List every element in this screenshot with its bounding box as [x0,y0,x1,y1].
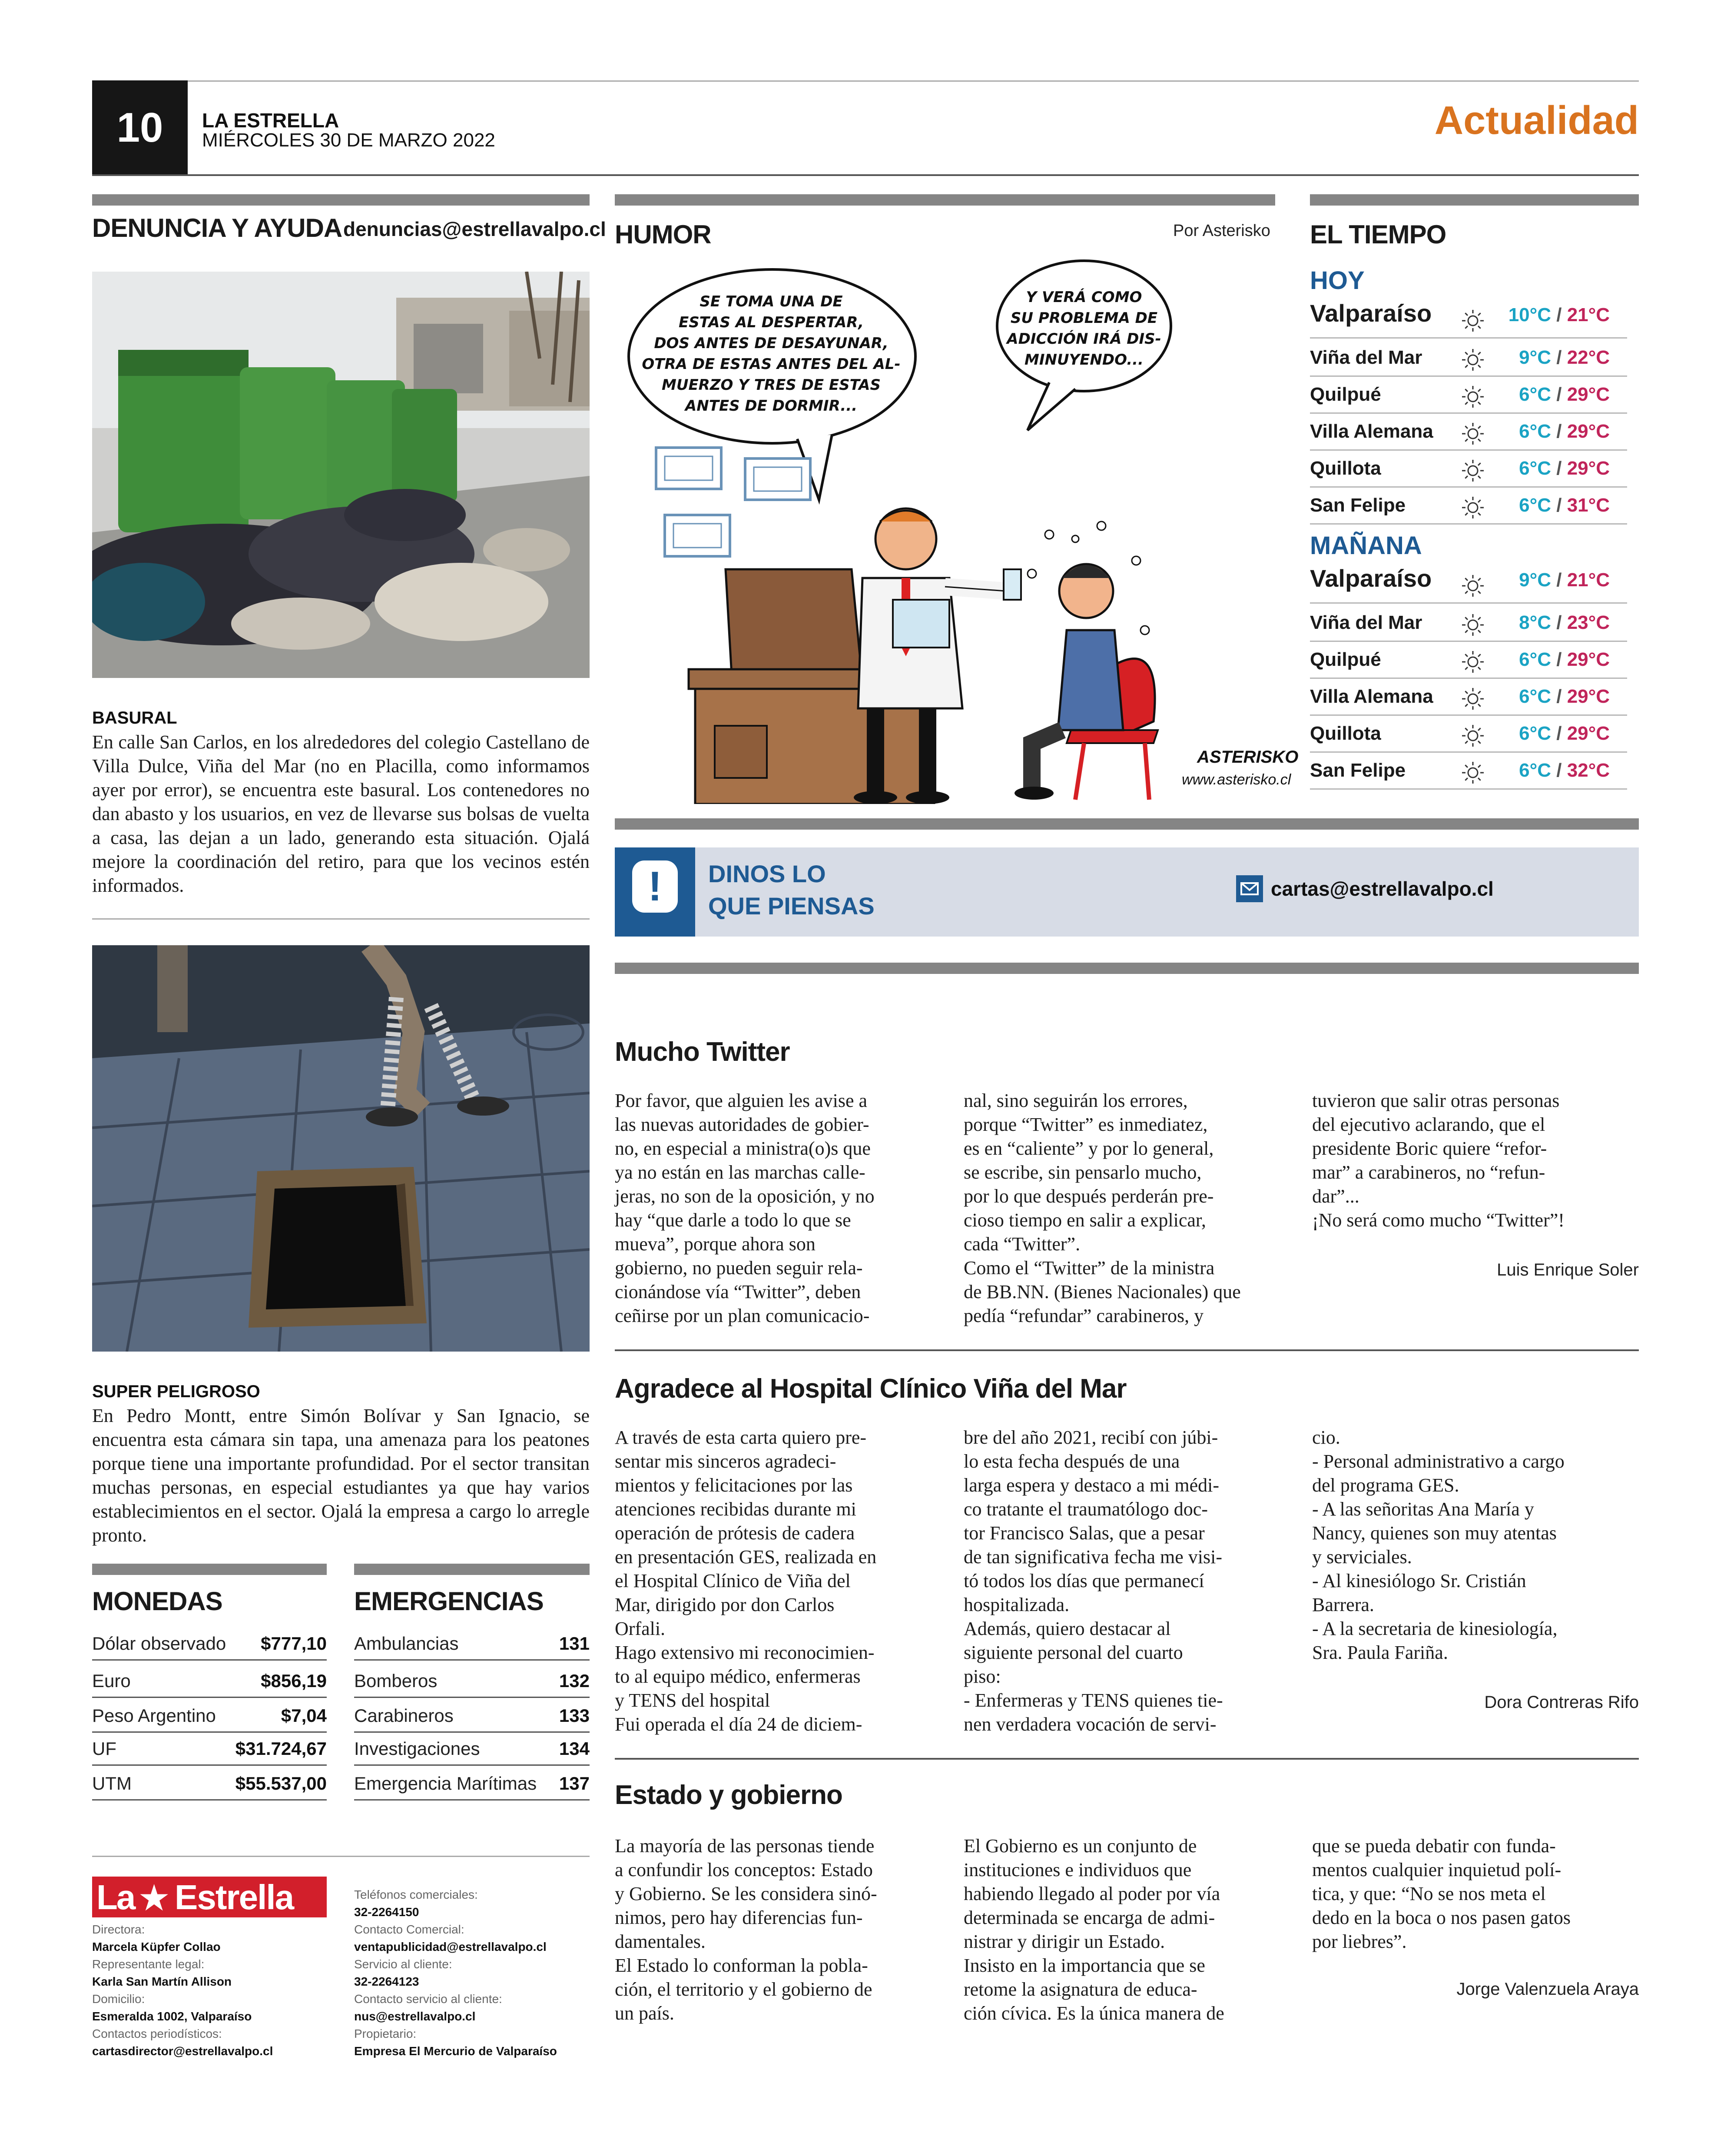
denuncia-email[interactable]: denuncias@estrellavalpo.cl [343,218,606,240]
weather-temp [1519,384,1610,405]
emergencia-row: Carabineros 133 [354,1698,590,1733]
letter1-signature: Luis Enrique Soler [1497,1260,1639,1279]
weather-city: Quilpué [1310,384,1381,405]
weather-row [1310,715,1627,753]
temp-max: 29°C [1567,649,1610,670]
temp-min: 9°C [1519,347,1551,368]
page-number: 10 [116,104,163,151]
sun-icon [1460,723,1486,749]
emergencia-row: Investigaciones 134 [354,1731,590,1766]
temp-separator: / [1551,686,1567,707]
moneda-row: UF $31.724,67 [92,1731,327,1766]
weather-row [1310,413,1627,451]
comic-signature: ASTERISKO [1197,747,1299,767]
temp-min: 9°C [1519,569,1551,591]
weather-city: Valparaíso [1310,565,1432,592]
weather-row [1310,604,1627,642]
sun-icon [1460,686,1486,712]
temp-separator: / [1551,760,1567,781]
temp-min: 6°C [1519,421,1551,442]
temp-min: 6°C [1519,723,1551,744]
letter1-col1: Por favor, que alguien les avise a las nuevas autoridades de gobier- no, en especial a ministra(o)s que ya no están en las marchas calle- jeras, no son de la oposición, y no hay “que darle a todo lo que se mueva”, porque ahora son gobierno, no pueden seguir rela- cionándose vía “Twitter”, deben ceñirse por un plan comunicacio- [615,1090,875,1326]
weather-temp [1519,347,1610,369]
weather-row [1310,561,1627,604]
temp-max: 29°C [1567,723,1610,744]
weather-city: Quillota [1310,458,1381,479]
temp-min: 6°C [1519,686,1551,707]
temp-separator: / [1551,612,1567,633]
letter3-title: Estado y gobierno [615,1780,842,1810]
manana-label: MAÑANA [1310,532,1422,560]
sun-icon [1460,649,1486,675]
weather-city: San Felipe [1310,760,1406,781]
sun-icon [1460,612,1486,638]
temp-separator: / [1551,458,1567,479]
weather-temp [1519,649,1610,671]
letter3-col3: que se pueda debatir con funda- mentos cualquier inquietud polí- tica, y que: “No se nos meta el dedo en la boca o nos pasen gatos por liebres”. [1312,1835,1571,1952]
peligroso-heading: SUPER PELIGROSO [92,1382,260,1401]
temp-max: 29°C [1567,458,1610,479]
letters-icon-box [615,847,695,937]
sun-icon [1460,308,1486,334]
weather-row [1310,339,1627,377]
letters-banner [615,847,1639,937]
letter3-signature: Jorge Valenzuela Araya [1456,1980,1639,1999]
temp-min: 6°C [1519,649,1551,670]
temp-min: 6°C [1519,760,1551,781]
temp-separator: / [1551,723,1567,744]
photo-basural [92,272,590,678]
humor-author: Por Asterisko [1173,222,1270,240]
letter1-col3: tuvieron que salir otras personas del ejecutivo aclarando, que el presidente Boric quiere “refor- mar” a carabineros, no “refun- dar”... ¡No será como mucho “Twitter”! [1312,1090,1565,1231]
weather-row [1310,376,1627,414]
letter3-col1: La mayoría de las personas tiende a confundir los conceptos: Estado y Gobierno. Se les considera sinó- nimos, pero hay diferencias fun- damentales. El Estado lo conforman la pobla- ción, el territorio y el gobierno de un país. [615,1835,877,2024]
temp-min: 6°C [1519,495,1551,516]
la-estrella-logo [92,1877,327,1917]
letter3-col2: El Gobierno es un conjunto de instituciones e individuos que habiendo llegado al poder por vía determinada se encarga de admi- nistrar y dirigir un Estado. Insisto en la importancia que se retome la asignatura de educa- ción cívica. Es la única manera de [964,1835,1224,2024]
letter2-col2: bre del año 2021, recibí con júbi- lo esta fecha después de una larga espera y destaco a mi médi- co tratante el traumatólogo doc- tor Francisco Salas, que a pesar de tan significativa fecha me visi- tó todos los días que permanecí hospitalizada. Además, quiero destacar al siguiente personal del cuarto piso: - Enfermeras y TENS quienes tie- nen verdadera vocación de servi- [964,1427,1223,1735]
basural-text: En calle San Carlos, en los alrededores del colegio Castellano de Villa Dulce, Viña del Mar (no en Placilla, como informamos ayer por error), se encuentra este basural. Los contenedores no dan abasto y los usuarios, en vez de llevarse sus bolsas de vuelta a casa, las dejan a un lado, generando esta situación. Ojalá mejore la coordinación del retiro, para que los vecinos estén informados. [92,731,590,896]
temp-max: 32°C [1567,760,1610,781]
banner-line1: DINOS LO [708,860,826,887]
temp-separator: / [1551,347,1567,368]
monedas-title: MONEDAS [92,1587,222,1616]
weather-city: Quilpué [1310,649,1381,670]
weather-temp [1519,458,1610,479]
sun-icon [1460,421,1486,447]
comic-website: www.asterisko.cl [1182,771,1291,788]
moneda-row: Dólar observado $777,10 [92,1625,327,1661]
credits-right: Teléfonos comerciales: 32-2264150 Contacto Comercial: ventapublicidad@estrellavalpo.cl Servicio al cliente: 32-2264123 Contacto servicio al cliente: nus@estrellavalpo.cl Propietario: Empresa El Mercurio de Valparaíso [354,1888,557,2058]
emergencia-row: Emergencia Marítimas 137 [354,1765,590,1801]
letters-email[interactable]: cartas@estrellavalpo.cl [1271,877,1494,900]
weather-temp [1519,723,1610,744]
basural-heading: BASURAL [92,708,177,728]
photo-super-peligroso [92,945,590,1352]
weather-row [1310,678,1627,716]
speech-bubble-1: SE TOMA UNA DE ESTAS AL DESPERTAR, DOS ANTES DE DESAYUNAR, OTRA DE ESTAS ANTES DEL AL- MUERZO Y TRES DE ESTAS ANTES DE DORMIR... [642,293,901,415]
weather-row [1310,296,1627,339]
page-number-box [92,80,188,175]
peligroso-text: En Pedro Montt, entre Simón Bolívar y San Ignacio, se encuentra esta cámara sin tapa, una amenaza para los peatones porque tiene una importante profundidad. Por el sector transitan muchas personas, en especial estudiantes ya que hay varios establecimientos en el sector. Ojalá la empresa a cargo lo arregle pronto. [92,1405,590,1546]
weather-temp [1519,686,1610,708]
temp-max: 29°C [1567,384,1610,405]
weather-city: Valparaíso [1310,299,1432,327]
temp-min: 10°C [1508,304,1551,326]
weather-city: Viña del Mar [1310,612,1422,633]
paper-name: LA ESTRELLA [202,109,339,132]
temp-separator: / [1551,384,1567,405]
moneda-row: Euro $856,19 [92,1663,327,1698]
moneda-row: UTM $55.537,00 [92,1765,327,1801]
issue-date: MIÉRCOLES 30 DE MARZO 2022 [202,130,495,151]
temp-min: 8°C [1519,612,1551,633]
logo-la: La [96,1878,135,1917]
weather-city: Villa Alemana [1310,686,1433,707]
weather-city: Villa Alemana [1310,421,1433,442]
hoy-label: HOY [1310,266,1365,295]
temp-max: 29°C [1567,421,1610,442]
weather-row [1310,641,1627,679]
denuncia-title: DENUNCIA Y AYUDA [92,213,342,243]
letter2-signature: Dora Contreras Rifo [1484,1693,1639,1712]
temp-separator: / [1551,421,1567,442]
tiempo-title: EL TIEMPO [1310,220,1446,249]
weather-temp [1519,760,1610,781]
letter1-title: Mucho Twitter [615,1037,790,1067]
letter1-col2: nal, sino seguirán los errores, porque “Twitter” es inmediatez, es en “caliente” y por lo general, se escribe, sin pensarlo mucho, por lo que después perderán pre- cioso tiempo en salir a explicar, cada “Twitter”. Como el “Twitter” de la ministra de BB.NN. (Bienes Nacionales) que pedía “refundar” carabineros, y [964,1090,1241,1326]
temp-separator: / [1551,569,1567,591]
sun-icon [1460,458,1486,484]
weather-row [1310,450,1627,488]
temp-separator: / [1551,495,1567,516]
sun-icon [1460,573,1486,599]
temp-separator: / [1551,304,1567,326]
emergencia-row: Ambulancias 131 [354,1625,590,1661]
letter2-col1: A través de esta carta quiero pre- sentar mis sinceros agradeci- mientos y felicitaciones por las atenciones recibidas durante mi operación de prótesis de cadera en presentación GES, realizada en el Hospital Clínico de Viña del Mar, dirigido por don Carlos Orfali. Hago extensivo mi reconocimien- to al equipo médico, enfermeras y TENS del hospital Fui operada el día 24 de diciem- [615,1427,877,1735]
banner-line2: QUE PIENSAS [708,892,875,920]
star-icon: ★ [138,1877,171,1919]
emergencia-row: Bomberos 132 [354,1663,590,1698]
weather-temp [1519,495,1610,516]
moneda-row: Peso Argentino $7,04 [92,1698,327,1733]
sun-icon [1460,384,1486,410]
temp-min: 6°C [1519,384,1551,405]
sun-icon [1460,347,1486,373]
sun-icon [1460,495,1486,521]
emergencias-title: EMERGENCIAS [354,1587,544,1616]
weather-city: San Felipe [1310,495,1406,516]
weather-row [1310,752,1627,790]
speech-bubble-2: Y VERÁ COMO SU PROBLEMA DE ADICCIÓN IRÁ DIS- MINUYENDO... [1007,289,1161,369]
section-title: Actualidad [1434,98,1639,143]
humor-title: HUMOR [615,220,711,249]
weather-city: Quillota [1310,723,1381,744]
temp-max: 22°C [1567,347,1610,368]
exclamation-bubble-icon: ! [632,860,678,913]
sun-icon [1460,760,1486,786]
logo-estrella: Estrella [175,1878,294,1917]
temp-max: 29°C [1567,686,1610,707]
weather-city: Viña del Mar [1310,347,1422,368]
temp-max: 21°C [1567,569,1610,591]
temp-separator: / [1551,649,1567,670]
temp-max: 23°C [1567,612,1610,633]
weather-temp [1519,612,1610,634]
mail-icon [1236,875,1263,902]
weather-temp [1508,304,1610,326]
weather-temp [1519,421,1610,442]
temp-max: 31°C [1567,495,1610,516]
credits-left: Directora: Marcela Küpfer Collao Representante legal: Karla San Martín Allison Domicilio: Esmeralda 1002, Valparaíso Contactos periodísticos: cartasdirector@estrellavalpo.cl [92,1923,273,2058]
letter2-col3: cio. - Personal administrativo a cargo del programa GES. - A las señoritas Ana María y Nancy, quienes son muy atentas y serviciales. - Al kinesiólogo Sr. Cristián Barrera. - A la secretaria de kinesiología, Sra. Paula Fariña. [1312,1427,1565,1663]
comic-strip [615,256,1299,804]
temp-max: 21°C [1567,304,1610,326]
weather-temp [1519,569,1610,591]
weather-row [1310,487,1627,525]
temp-min: 6°C [1519,458,1551,479]
letter2-title: Agradece al Hospital Clínico Viña del Mar [615,1374,1127,1404]
